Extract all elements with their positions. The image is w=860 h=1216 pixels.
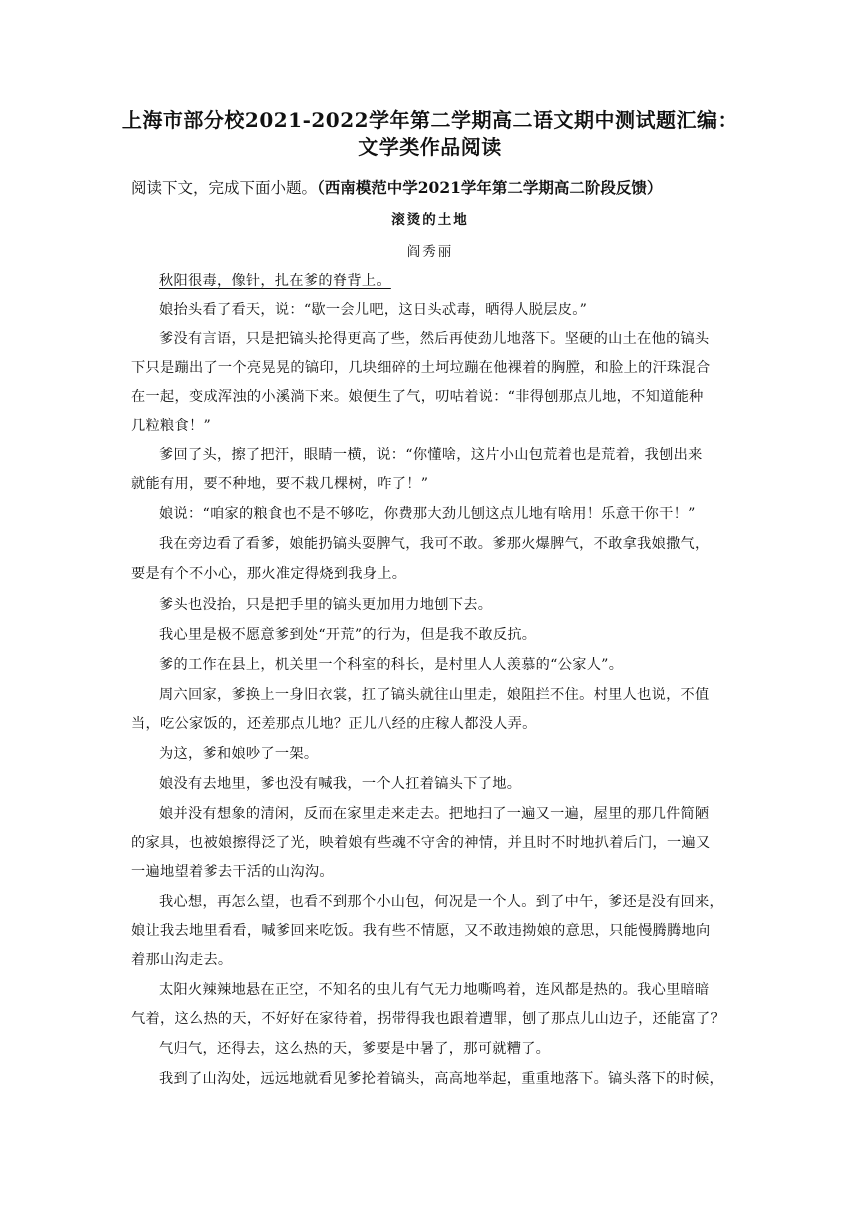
story-line: 爹的工作在县上，机关里一个科室的科长，是村里人人羡慕的“公家人”。: [159, 657, 624, 673]
story-line: 娘并没有想象的清闲，反而在家里走来走去。把地扫了一遍又一遍，屋里的那几件简陋: [159, 806, 710, 822]
document-title-line-1: 上海市部分校2021-2022学年第二学期高二语文期中测试题汇编：: [121, 108, 739, 132]
story-line: 为这，爹和娘吵了一架。: [159, 746, 319, 762]
story-line: 爹没有言语，只是把镐头抡得更高了些，然后再使劲儿地落下。坚硬的山土在他的镐头: [159, 331, 710, 347]
story-line: 的家具，也被娘擦得泛了光，映着娘有些魂不守舍的神情，并且时不时地扒着后门，一遍又: [131, 835, 711, 851]
instruction-text: 阅读下文，完成下面小题。: [131, 179, 318, 197]
story-line: 就能有用，要不种地，要不栽几棵树，咋了！”: [131, 476, 429, 492]
story-line: 气着，这么热的天，不好好在家待着，拐带得我也跟着遭罪，刨了那点儿山边子，还能富了？: [131, 1011, 725, 1027]
story-line: 在一起，变成浑浊的小溪淌下来。娘便生了气，叨咕着说：“非得刨那点儿地，不知道能种: [131, 389, 704, 405]
story-line: 下只是蹦出了一个亮晃晃的镐印，几块细碎的土坷垃蹦在他裸着的胸膛，和脸上的汗珠混合: [131, 360, 711, 376]
story-line: 太阳火辣辣地悬在正空，不知名的虫儿有气无力地嘶鸣着，连风都是热的。我心里暗暗: [159, 982, 710, 998]
document-title-line-2: 文学类作品阅读: [358, 135, 502, 159]
story-line: 气归气，还得去，这么热的天，爹要是中暑了，那可就糟了。: [159, 1041, 551, 1057]
story-line: 周六回家，爹换上一身旧衣裳，扛了镐头就往山里走，娘阻拦不住。村里人也说，不值: [159, 687, 710, 703]
story-line: 当，吃公家饭的，还差那点儿地？正儿八经的庄稼人都没人弄。: [131, 716, 537, 732]
story-line: 我心里是极不愿意爹到处“开荒”的行为，但是我不敢反抗。: [159, 627, 537, 643]
story-line: 爹头也没抬，只是把手里的镐头更加用力地刨下去。: [159, 597, 493, 613]
story-line: 要是有个不小心，那火准定得烧到我身上。: [131, 566, 407, 582]
story-line: 几粒粮食！”: [131, 418, 211, 434]
instruction-source: （西南模范中学2021学年第二学期高二阶段反馈）: [317, 178, 663, 197]
story-line: 我心想，再怎么望，也看不到那个小山包，何况是一个人。到了中午，爹还是没有回来，: [159, 894, 725, 910]
story-line: 娘抬头看了看天，说：“歇一会儿吧，这日头忒毒，晒得人脱层皮。”: [159, 302, 588, 318]
story-title: 滚烫的土地: [391, 212, 469, 228]
story-line: 爹回了头，擦了把汗，眼睛一横，说：“你懂啥，这片小山包荒着也是荒着，我刨出来: [159, 447, 703, 463]
story-line: 秋阳很毒，像针，扎在爹的脊背上。: [159, 273, 391, 289]
story-line: 我到了山沟处，远远地就看见爹抡着镐头，高高地举起，重重地落下。镐头落下的时候，: [159, 1071, 725, 1087]
story-line: 娘没有去地里，爹也没有喊我，一个人扛着镐头下了地。: [159, 776, 522, 792]
story-line: 娘让我去地里看看，喊爹回来吃饭。我有些不情愿，又不敢违拗娘的意思，只能慢腾腾地向: [131, 923, 711, 939]
reading-instruction: [131, 176, 662, 198]
story-line: 娘说：“咱家的粮食也不是不够吃，你费那大劲儿刨这点儿地有啥用！乐意干你干！”: [159, 506, 696, 522]
story-line: 着那山沟走去。: [131, 952, 233, 968]
story-line: 我在旁边看了看爹，娘能扔镐头耍脾气，我可不敢。爹那火爆脾气，不敢拿我娘撒气，: [159, 536, 710, 552]
story-line: 一遍地望着爹去干活的山沟沟。: [131, 864, 334, 880]
story-author: 阎秀丽: [406, 244, 454, 260]
